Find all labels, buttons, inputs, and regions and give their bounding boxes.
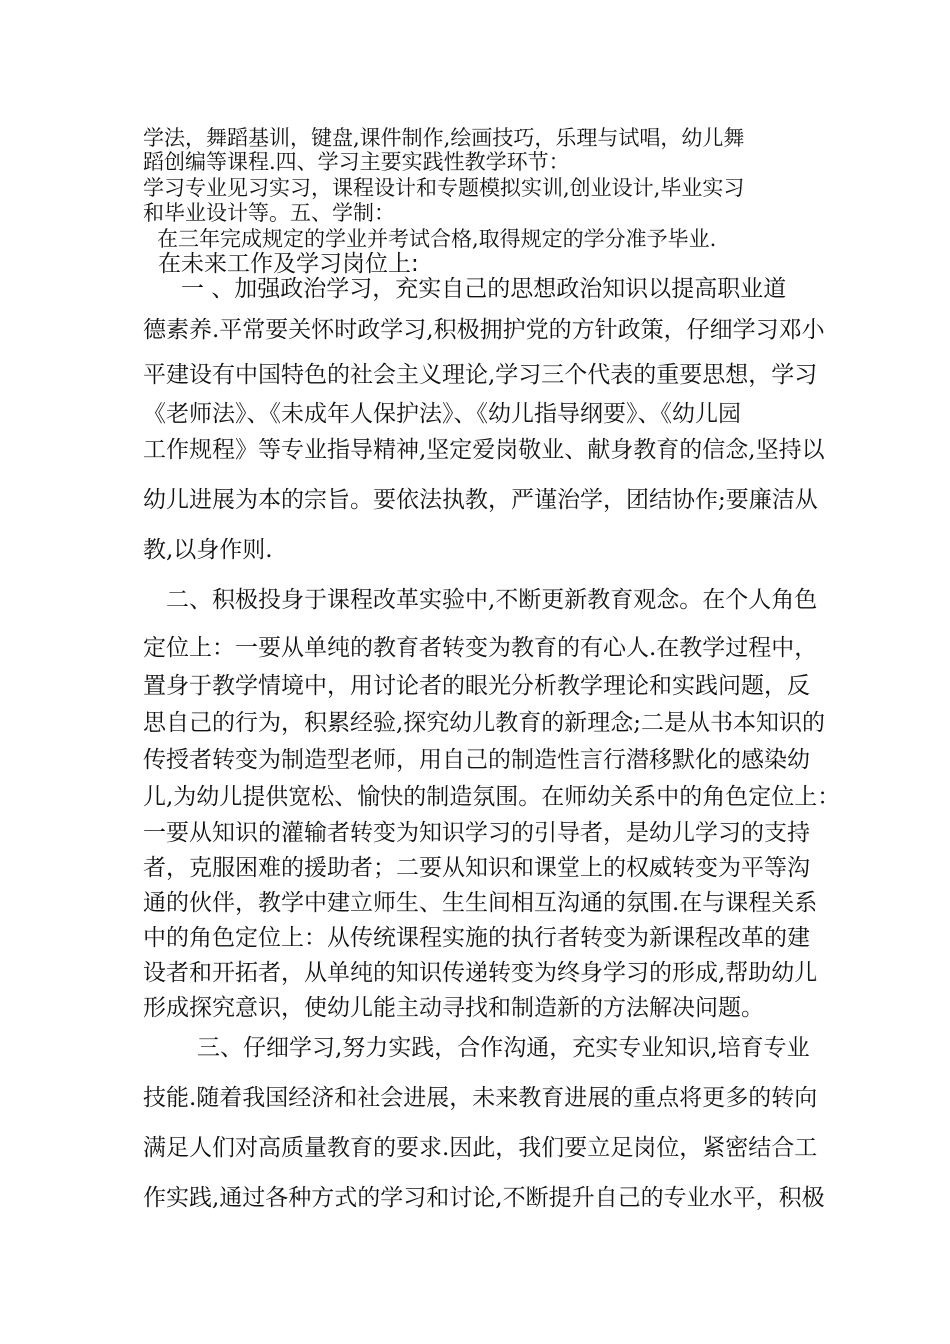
section2-line-10: 中的角色定位上：从传统课程实施的执行者转变为新课程改革的建	[143, 925, 810, 951]
section2-line-2: 定位上：一要从单纯的教育者转变为教育的有心人.在教学过程中，	[143, 635, 818, 661]
section1-line-6: 幼儿进展为本的宗旨。要依法执教，严谨治学，团结协作;要廉洁从	[143, 487, 818, 513]
section2-line-5: 传授者转变为制造型老师，用自己的制造性言行潜移默化的感染幼	[143, 747, 810, 773]
section2-line-4: 思自己的行为，积累经验,探究幼儿教育的新理念;二是从书本知识的	[143, 710, 826, 736]
section3-line-2: 技能.随着我国经济和社会进展，未来教育进展的重点将更多的转向	[143, 1085, 818, 1111]
section2-line-12: 形成探究意识，使幼儿能主动寻找和制造新的方法解决问题。	[143, 995, 764, 1021]
section2-line-6: 儿,为幼儿提供宽松、愉快的制造氛围。在师幼关系中的角色定位上：	[143, 784, 841, 810]
section1-line-2: 德素养.平常要关怀时政学习,积极拥护党的方针政策，仔细学习邓小	[143, 317, 825, 343]
section2-line-7: 一要从知识的灌输者转变为知识学习的引导者，是幼儿学习的支持	[143, 820, 810, 846]
section2-line-3: 置身于教学情境中，用讨论者的眼光分析教学理论和实践问题，反	[143, 673, 810, 699]
section-heading: 在未来工作及学习岗位上:	[158, 251, 419, 277]
section2-line-9: 通的伙伴，教学中建立师生、生生间相互沟通的氛围.在与课程关系	[143, 890, 818, 916]
section1-line-5: 工作规程》等专业指导精神,坚定爱岗敬业、献身教育的信念,坚持以	[143, 437, 825, 463]
section2-line-11: 设者和开拓者，从单纯的知识传递转变为终身学习的形成,帮助幼儿	[143, 960, 818, 986]
intro-line-3: 学习专业见习实习，课程设计和专题模拟实训,创业设计,毕业实习	[143, 176, 745, 200]
section3-line-1: 三、仔细学习,努力实践，合作沟通，充实专业知识,培育专业	[197, 1035, 810, 1061]
section1-line-3: 平建设有中国特色的社会主义理论,学习三个代表的重要思想，学习	[143, 362, 818, 388]
section2-line-8: 者，克服困难的援助者；二要从知识和课堂上的权威转变为平等沟	[143, 855, 810, 881]
intro-line-1: 学法，舞蹈基训，键盘,课件制作,绘画技巧，乐理与试唱，幼儿舞	[143, 126, 745, 150]
section3-line-3: 满足人们对高质量教育的要求.因此，我们要立足岗位，紧密结合工	[143, 1135, 818, 1161]
section2-line-1: 二、积极投身于课程改革实验中,不断更新教育观念。在个人角色	[166, 587, 818, 613]
intro-line-2: 蹈创编等课程.四、学习主要实践性教学环节：	[143, 150, 570, 174]
section3-line-4: 作实践,通过各种方式的学习和讨论,不断提升自己的专业水平，积极	[143, 1185, 825, 1211]
section1-line-1: 一 、加强政治学习，充实自己的思想政治知识以提高职业道	[181, 276, 787, 302]
intro-line-5: 在三年完成规定的学业并考试合格,取得规定的学分准予毕业.	[157, 227, 717, 251]
section1-line-4: 《老师法》、《未成年人保护法》、《幼儿指导纲要》、《幼儿园	[143, 401, 741, 427]
section1-line-7: 教,以身作则.	[143, 537, 273, 563]
intro-line-4: 和毕业设计等。五、学制：	[143, 201, 395, 225]
